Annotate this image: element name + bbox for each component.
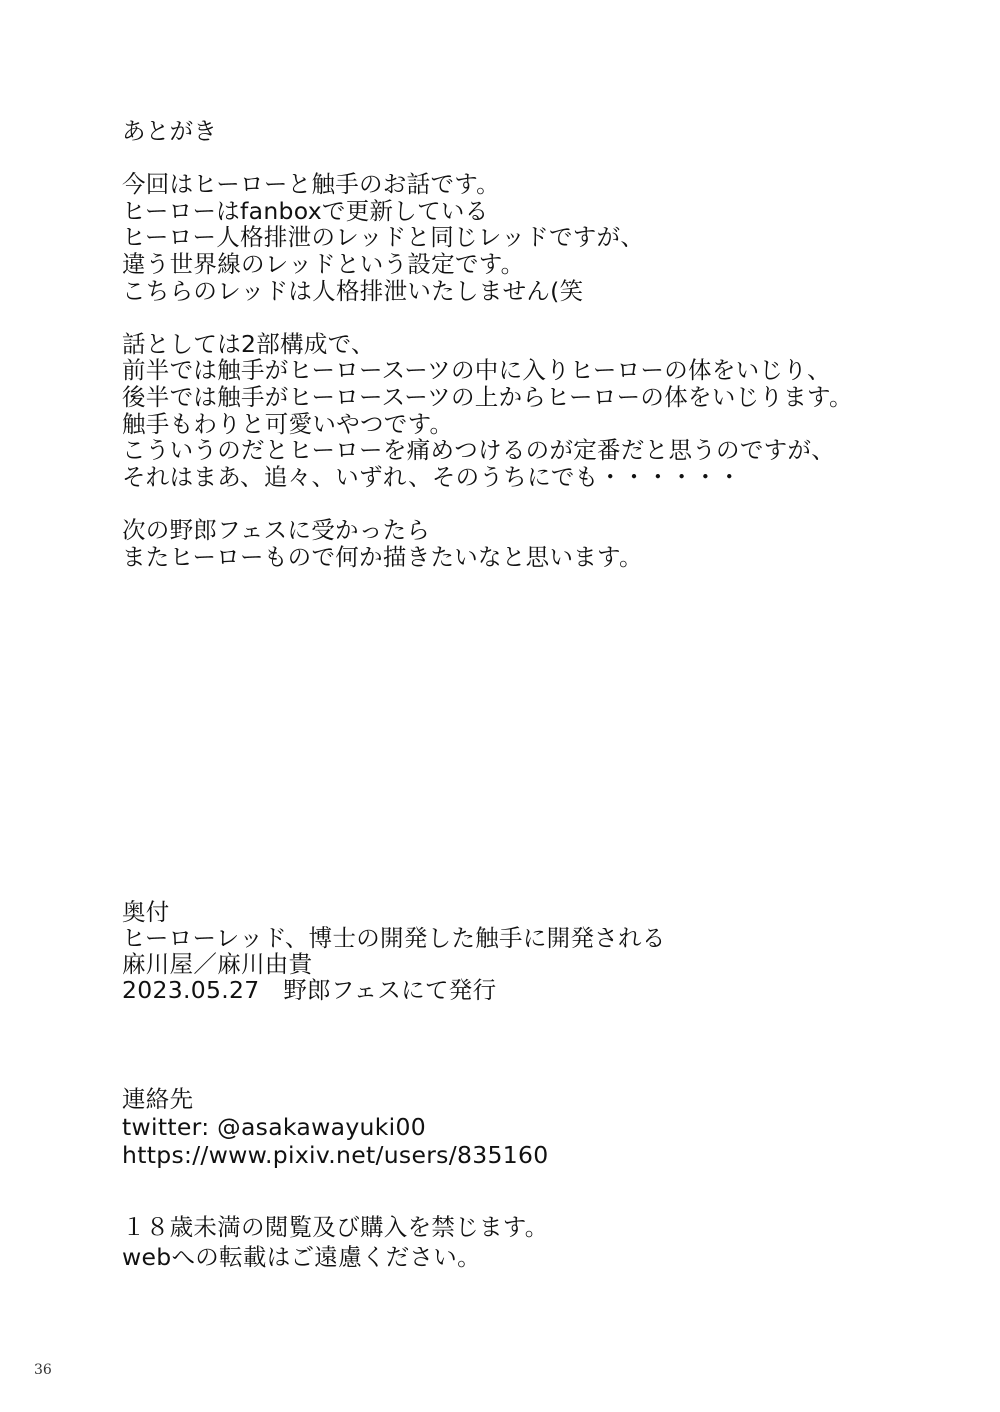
colophon-section <box>122 899 666 1003</box>
twitter-handle: twitter: @asakawayuki00 <box>122 1113 426 1141</box>
page-number: 36 <box>34 1362 52 1378</box>
blank-line <box>122 304 853 331</box>
notice-section <box>122 1212 549 1272</box>
contact-section <box>122 1085 548 1169</box>
afterword-heading: あとがき <box>122 117 218 145</box>
afterword-text-line: 話としては2部構成で、 <box>122 329 375 358</box>
contact-heading: 連絡先 <box>122 1085 194 1113</box>
afterword-text-line: 今回はヒーローと触手のお話です。 <box>122 170 500 199</box>
colophon-heading: 奥付 <box>122 898 170 926</box>
blank-line <box>122 145 853 172</box>
afterword-text-line: こちらのレッドは人格排泄いたしません(笑 <box>122 276 584 305</box>
age-restriction-notice: １８歳未満の閲覧及び購入を禁じます。 <box>122 1213 549 1241</box>
afterword-text-line: またヒーローもので何か描きたいなと思います。 <box>122 542 643 571</box>
book-title: ヒーローレッド、博士の開発した触手に開発される <box>122 924 666 952</box>
pixiv-url: https://www.pixiv.net/users/835160 <box>122 1141 549 1169</box>
afterword-text-line: それはまあ、追々、いずれ、そのうちにでも・・・・・・ <box>122 462 742 491</box>
afterword-text-line: 後半では触手がヒーロースーツの上からヒーローの体をいじります。 <box>122 382 853 411</box>
no-reupload-notice: webへの転載はご遠慮ください。 <box>122 1243 481 1271</box>
publication-info: 2023.05.27 野郎フェスにて発行 <box>122 976 497 1004</box>
afterword-text-line: ヒーローはfanboxで更新している <box>122 196 489 225</box>
afterword-text-line: 触手もわりと可愛いやつです。 <box>122 409 454 438</box>
afterword-text-line: 前半では触手がヒーロースーツの中に入りヒーローの体をいじり、 <box>122 356 831 385</box>
blank-line <box>122 490 853 517</box>
afterword-section <box>122 118 853 570</box>
afterword-text-line: こういうのだとヒーローを痛めつけるのが定番だと思うのですが、 <box>122 436 836 465</box>
author-credit: 麻川屋／麻川由貴 <box>122 950 313 978</box>
afterword-text-line: 次の野郎フェスに受かったら <box>122 515 431 544</box>
afterword-text-line: 違う世界線のレッドという設定です。 <box>122 249 525 278</box>
afterword-text-line: ヒーロー人格排泄のレッドと同じレッドですが、 <box>122 223 645 252</box>
